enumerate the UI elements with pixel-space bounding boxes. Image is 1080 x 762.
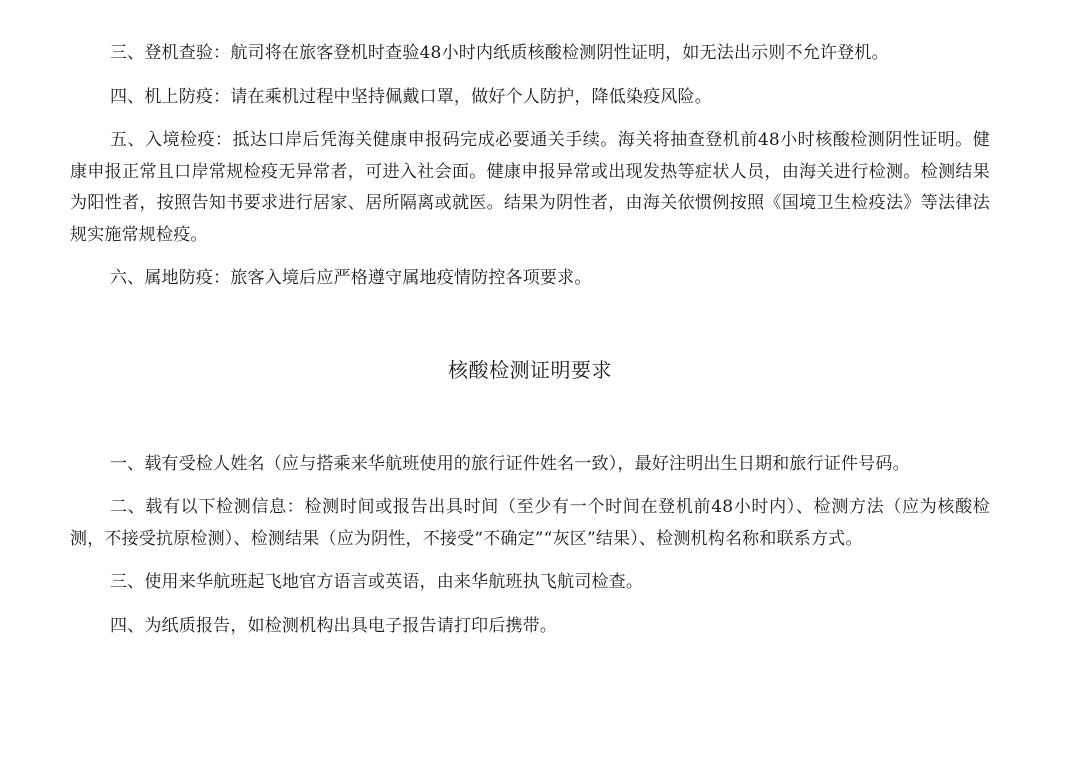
paragraph-requirement-language: 三、使用来华航班起飞地官方语言或英语，由来华航班执飞航司检查。 — [109, 572, 644, 592]
section-title: 核酸检测证明要求 — [448, 357, 612, 382]
paragraph-requirement-name: 一、载有受检人姓名（应与搭乘来华航班使用的旅行证件姓名一致），最好注明出生日期和旅行证件号码。 — [109, 453, 910, 474]
paragraph-boarding-check: 三、登机查验：航司将在旅客登机时查验48小时内纸质核酸检测阴性证明，如无法出示则不允许登机。 — [109, 43, 889, 63]
paragraph-requirement-test-info: 二、载有以下检测信息：检测时间或报告出具时间（至少有一个时间在登机前48小时内）、检测方法（应为核酸检测，不接受抗原检测）、检测结果（应为阴性，不接受“不确定”“灰区”结果）、检测机构名称和联系方式。 — [70, 497, 990, 549]
document-body — [70, 38, 990, 654]
paragraph-local-prevention: 六、属地防疫：旅客入境后应严格遵守属地疫情防控各项要求。 — [109, 268, 592, 288]
paragraph-onboard-prevention: 四、机上防疫：请在乘机过程中坚持佩戴口罩，做好个人防护，降低染疫风险。 — [109, 86, 712, 107]
paragraph-requirement-paper-report: 四、为纸质报告，如检测机构出具电子报告请打印后携带。 — [109, 615, 558, 636]
paragraph-entry-quarantine: 五、入境检疫：抵达口岸后凭海关健康申报码完成必要通关手续。海关将抽查登机前48小时核酸检测阴性证明。健康申报正常且口岸常规检疫无异常者，可进入社会面。健康申报异常或出现发热等症状人员，由海关进行检测。检测结果为阳性者，按照告知书要求进行居家、居所隔离或就医。结果为阴性者，由海关依惯例按照《国境卫生检疫法》等法律法规实施常规检疫。 — [70, 130, 990, 245]
